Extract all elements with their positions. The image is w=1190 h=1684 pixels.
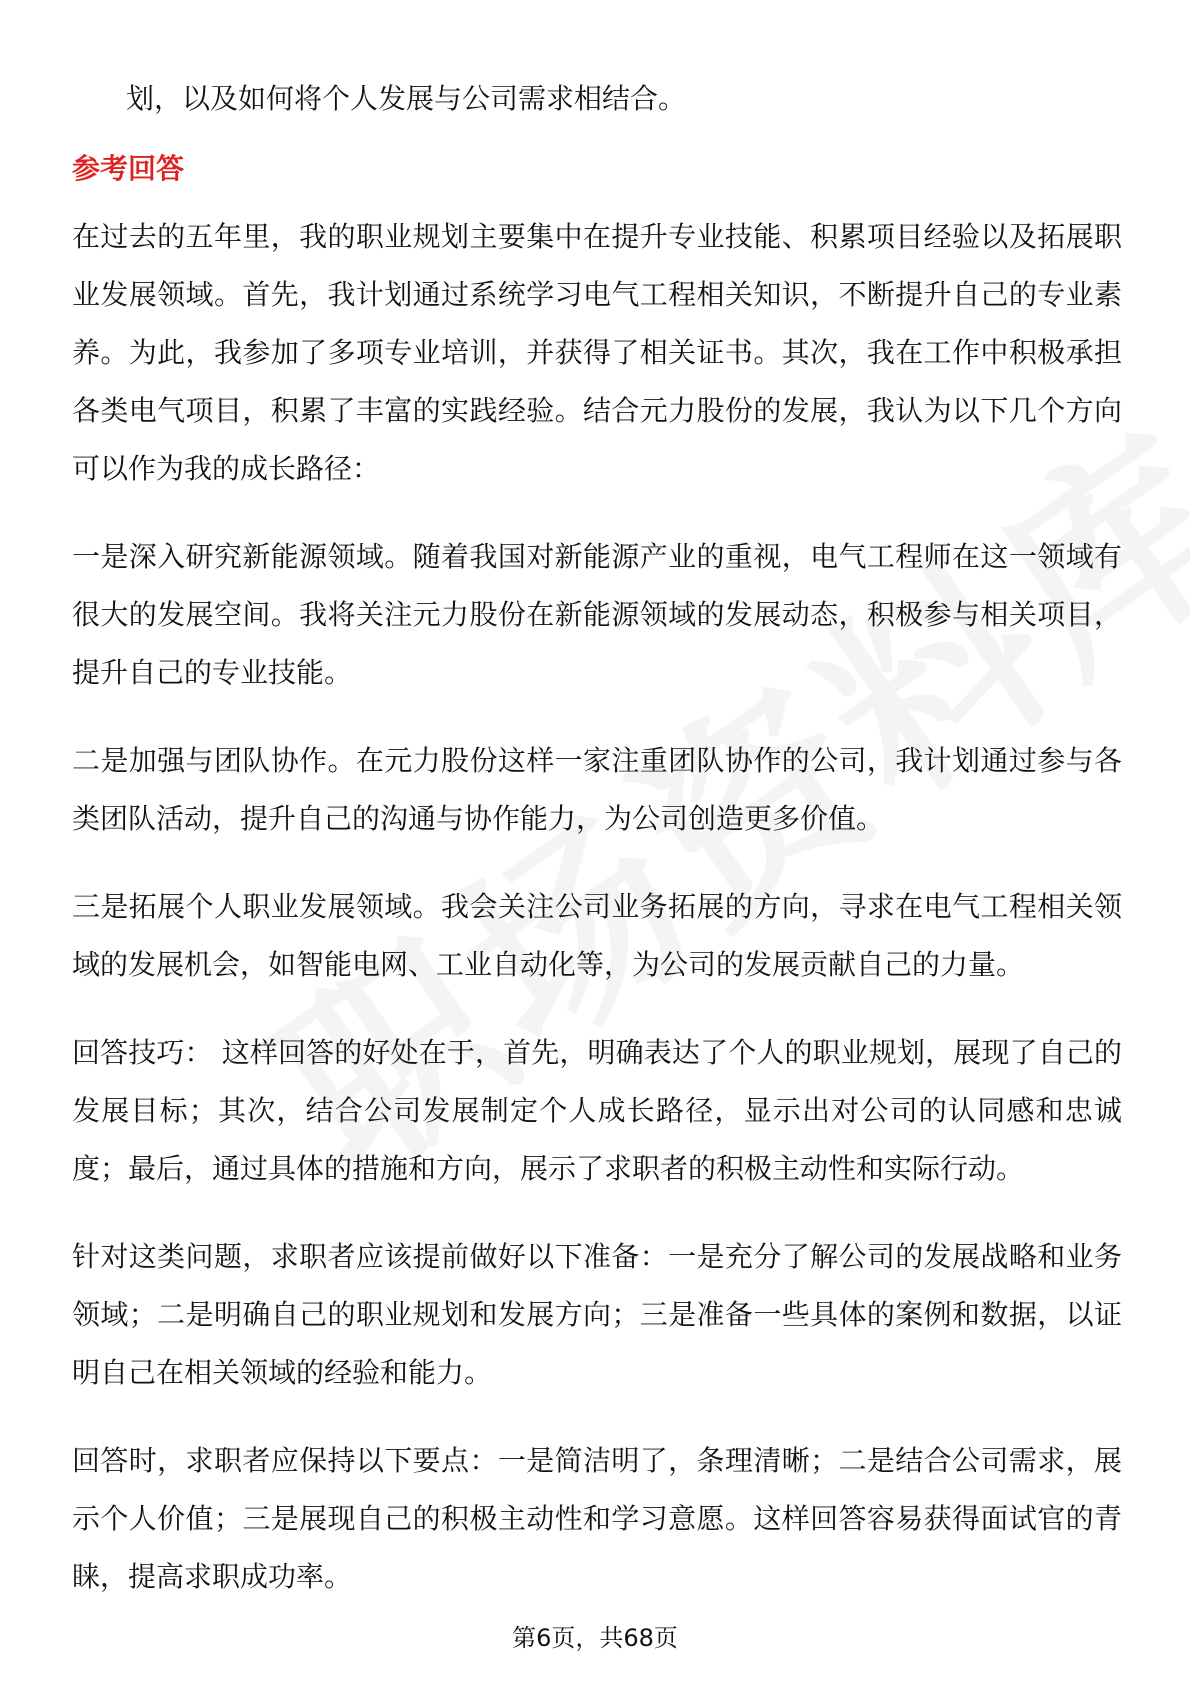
paragraph-6: 针对这类问题，求职者应该提前做好以下准备：一是充分了解公司的发展战略和业务领域；二是明确自己的职业规划和发展方向；三是准备一些具体的案例和数据，以证明自己在相关领域的经验和能力。 — [72, 1240, 1122, 1389]
paragraph-7: 回答时，求职者应保持以下要点：一是简洁明了，条理清晰；二是结合公司需求，展示个人价值；三是展现自己的积极主动性和学习意愿。这样回答容易获得面试官的青睐，提高求职成功率。 — [72, 1444, 1122, 1593]
paragraph-2: 一是深入研究新能源领域。随着我国对新能源产业的重视，电气工程师在这一领域有很大的发展空间。我将关注元力股份在新能源领域的发展动态，积极参与相关项目，提升自己的专业技能。 — [72, 540, 1122, 689]
paragraph-4: 三是拓展个人职业发展领域。我会关注公司业务拓展的方向，寻求在电气工程相关领域的发展机会，如智能电网、工业自动化等，为公司的发展贡献自己的力量。 — [72, 890, 1122, 981]
section-heading: 参考回答 — [72, 152, 185, 185]
paragraph-3: 二是加强与团队协作。在元力股份这样一家注重团队协作的公司，我计划通过参与各类团队活动，提升自己的沟通与协作能力，为公司创造更多价值。 — [72, 744, 1122, 835]
continuation-line: 划，以及如何将个人发展与公司需求相结合。 — [126, 82, 687, 115]
page-number: 第6页，共68页 — [512, 1624, 678, 1652]
paragraph-5: 回答技巧： 这样回答的好处在于，首先，明确表达了个人的职业规划，展现了自己的发展目标；其次，结合公司发展制定个人成长路径，显示出对公司的认同感和忠诚度；最后，通过具体的措施和方向，展示了求职者的积极主动性和实际行动。 — [72, 1036, 1122, 1185]
paragraph-1: 在过去的五年里，我的职业规划主要集中在提升专业技能、积累项目经验以及拓展职业发展领域。首先，我计划通过系统学习电气工程相关知识，不断提升自己的专业素养。为此，我参加了多项专业培训，并获得了相关证书。其次，我在工作中积极承担各类电气项目，积累了丰富的实践经验。结合元力股份的发展，我认为以下几个方向可以作为我的成长路径： — [72, 220, 1122, 485]
document-body — [72, 70, 1122, 1636]
